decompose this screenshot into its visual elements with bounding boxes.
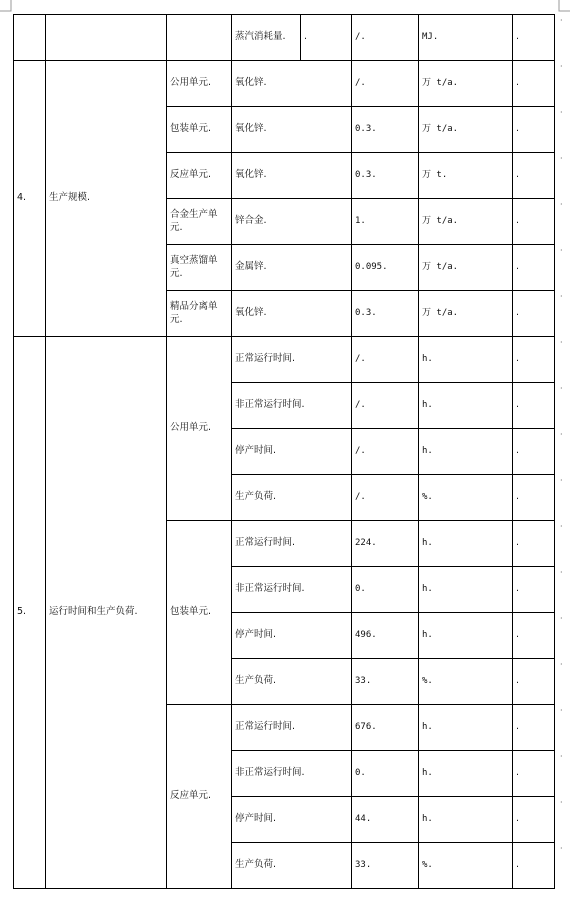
unit-cell: %. <box>419 843 513 889</box>
unit-cell: h. <box>419 429 513 475</box>
item-cell: 停产时间. <box>232 797 352 843</box>
row-end-mark: · <box>560 108 563 117</box>
unit-cell: %. <box>419 659 513 705</box>
value-cell: 224. <box>352 521 419 567</box>
unit-name-cell: 包装单元. <box>167 107 232 153</box>
value-cell: 676. <box>352 705 419 751</box>
section-title: 运行时间和生产负荷. <box>46 337 167 889</box>
row-end-mark: · <box>560 154 563 163</box>
note-cell: . <box>513 107 555 153</box>
item-cell: 非正常运行时间. <box>232 751 352 797</box>
product-cell: 锌合金. <box>232 199 352 245</box>
note-cell: . <box>513 705 555 751</box>
note-cell: . <box>513 751 555 797</box>
row-end-mark: · <box>560 338 563 347</box>
value-cell: /. <box>352 475 419 521</box>
section-number: 5. <box>14 337 46 889</box>
item-cell: 正常运行时间. <box>232 337 352 383</box>
value-cell: 0.3. <box>352 107 419 153</box>
note-cell: . <box>513 475 555 521</box>
note-cell: . <box>513 797 555 843</box>
value-cell: 0.3. <box>352 153 419 199</box>
unit-cell: MJ. <box>419 15 513 61</box>
crop-mark-icon <box>0 0 12 12</box>
value-cell: 44. <box>352 797 419 843</box>
product-cell: 氧化锌. <box>232 291 352 337</box>
unit-cell: h. <box>419 521 513 567</box>
document-table <box>13 14 555 889</box>
item-cell: 停产时间. <box>232 613 352 659</box>
item-cell: 生产负荷. <box>232 659 352 705</box>
value-cell: 0. <box>352 567 419 613</box>
product-cell: 氧化锌. <box>232 61 352 107</box>
row-end-mark: · <box>560 568 563 577</box>
item-cell: 正常运行时间. <box>232 521 352 567</box>
note-cell: . <box>513 659 555 705</box>
row-end-mark: · <box>560 384 563 393</box>
item-cell: 非正常运行时间. <box>232 567 352 613</box>
row-end-mark: · <box>560 798 563 807</box>
section-number: 4. <box>14 61 46 337</box>
value-cell: /. <box>352 429 419 475</box>
note-cell: . <box>513 291 555 337</box>
value-cell: 33. <box>352 843 419 889</box>
value-cell: 33. <box>352 659 419 705</box>
crop-mark-icon <box>558 0 570 12</box>
row-end-mark: · <box>560 522 563 531</box>
value-cell: 0.3. <box>352 291 419 337</box>
row-end-mark: · <box>560 660 563 669</box>
unit-cell: h. <box>419 383 513 429</box>
product-cell: 氧化锌. <box>232 153 352 199</box>
item-cell: 非正常运行时间. <box>232 383 352 429</box>
item-cell: 蒸汽消耗量. <box>232 15 301 61</box>
unit-cell: 万 t/a. <box>419 291 513 337</box>
value-cell: 0.095. <box>352 245 419 291</box>
row-end-mark: · <box>560 62 563 71</box>
row-end-mark: · <box>560 246 563 255</box>
unit-cell: 万 t/a. <box>419 199 513 245</box>
unit-name-cell: 公用单元. <box>167 337 232 521</box>
unit-name-cell: 精品分离单元. <box>167 291 232 337</box>
unit-name-cell: 反应单元. <box>167 705 232 889</box>
table-row <box>14 61 555 107</box>
value-cell: /. <box>352 383 419 429</box>
row-end-mark: · <box>560 752 563 761</box>
unit-cell: h. <box>419 337 513 383</box>
unit-cell: 万 t/a. <box>419 61 513 107</box>
note-cell: . <box>513 153 555 199</box>
value-cell: /. <box>352 337 419 383</box>
product-cell: 氧化锌. <box>232 107 352 153</box>
value-cell: /. <box>352 15 419 61</box>
unit-name-cell: 包装单元. <box>167 521 232 705</box>
product-cell: 金属锌. <box>232 245 352 291</box>
row-end-mark: · <box>560 614 563 623</box>
unit-name-cell: 真空蒸馏单元. <box>167 245 232 291</box>
unit-cell: 万 t. <box>419 153 513 199</box>
unit-name-cell: 反应单元. <box>167 153 232 199</box>
value-cell: 496. <box>352 613 419 659</box>
value-cell: 1. <box>352 199 419 245</box>
unit-cell: h. <box>419 567 513 613</box>
unit-cell: h. <box>419 797 513 843</box>
table-row <box>14 337 555 383</box>
note-cell: . <box>513 199 555 245</box>
note-cell: . <box>513 843 555 889</box>
note-cell: . <box>513 15 555 61</box>
item-cell: 停产时间. <box>232 429 352 475</box>
item-cell: 生产负荷. <box>232 475 352 521</box>
row-end-mark: · <box>560 292 563 301</box>
unit-cell: h. <box>419 705 513 751</box>
note-cell: . <box>513 61 555 107</box>
value-cell: /. <box>352 61 419 107</box>
row-end-mark: · <box>560 476 563 485</box>
row-end-mark: · <box>560 844 563 853</box>
note-cell: . <box>513 245 555 291</box>
row-end-mark: · <box>560 16 563 25</box>
note-cell: . <box>513 383 555 429</box>
note-cell: . <box>513 429 555 475</box>
value-cell: 0. <box>352 751 419 797</box>
unit-cell: h. <box>419 751 513 797</box>
item-cell: 生产负荷. <box>232 843 352 889</box>
note-cell: . <box>513 567 555 613</box>
row-end-mark: · <box>560 430 563 439</box>
unit-name-cell: 公用单元. <box>167 61 232 107</box>
unit-cell: %. <box>419 475 513 521</box>
sub-cell: . <box>301 15 352 61</box>
note-cell: . <box>513 521 555 567</box>
unit-name-cell: 合金生产单元. <box>167 199 232 245</box>
note-cell: . <box>513 337 555 383</box>
table-row <box>14 15 555 61</box>
unit-cell: 万 t/a. <box>419 245 513 291</box>
item-cell: 正常运行时间. <box>232 705 352 751</box>
row-end-mark: · <box>560 706 563 715</box>
unit-cell: h. <box>419 613 513 659</box>
section-title: 生产规模. <box>46 61 167 337</box>
row-end-mark: · <box>560 200 563 209</box>
note-cell: . <box>513 613 555 659</box>
unit-cell: 万 t/a. <box>419 107 513 153</box>
